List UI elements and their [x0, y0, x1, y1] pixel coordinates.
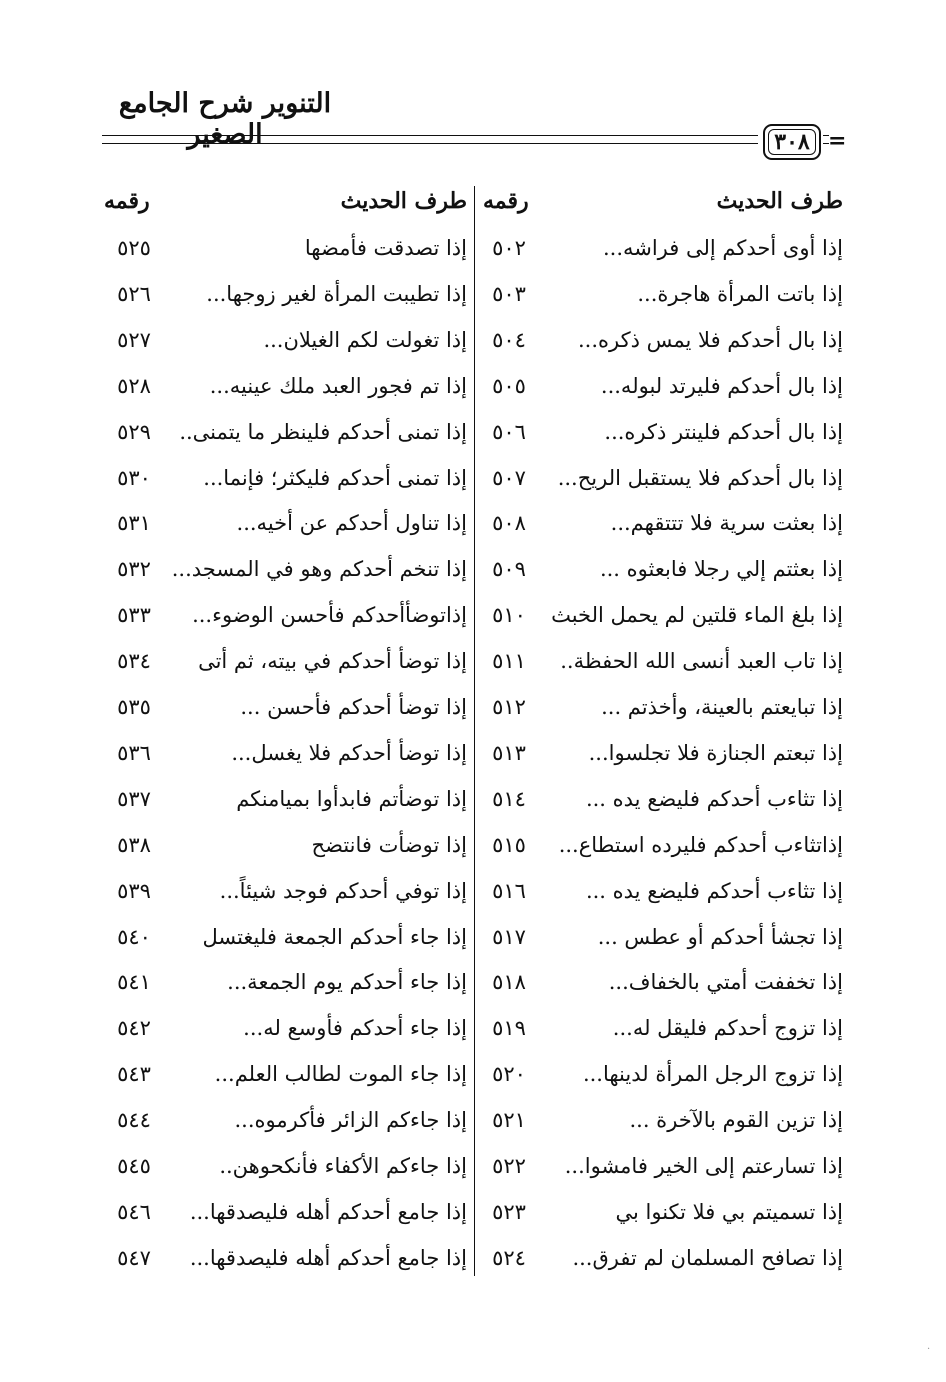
hadith-number-left: ٥٤٤ [117, 1108, 151, 1133]
hadith-number-right: ٥١٧ [492, 924, 526, 949]
hadith-number-left: ٥٣٠ [117, 465, 151, 490]
hadith-text-right: إذا تزوج أحدكم فليقل له... [612, 1016, 843, 1041]
table-row [0, 1243, 946, 1289]
column-head-right-text: طرف الحديث [716, 188, 843, 214]
hadith-number-right: ٥٠٩ [492, 557, 526, 582]
hadith-number-right: ٥١٠ [492, 603, 526, 628]
hadith-number-left: ٥٤٣ [117, 1062, 151, 1087]
hadith-text-left: إذا جاء أحدكم يوم الجمعة... [227, 970, 467, 995]
hadith-number-right: ٥٢٤ [492, 1245, 526, 1270]
table-row [0, 279, 946, 325]
hadith-text-left: إذا جامع أحدكم أهله فليصدقها... [189, 1245, 467, 1270]
hadith-text-right: إذا بعثتم إلي رجلا فابعثوه ... [599, 557, 843, 582]
hadith-number-left: ٥٣٢ [117, 557, 151, 582]
table-row [0, 967, 946, 1013]
hadith-number-right: ٥٠٨ [492, 511, 526, 536]
hadith-number-right: ٥١٩ [492, 1016, 526, 1041]
hadith-number-left: ٥٣٦ [117, 740, 151, 765]
page-number: ٣٠٨ [774, 129, 810, 155]
hadith-text-left: إذا تنخم أحدكم وهو في المسجد... [171, 557, 467, 582]
table-row [0, 417, 946, 463]
hadith-number-right: ٥١٥ [492, 832, 526, 857]
hadith-text-right: إذا تصافح المسلمان لم تفرق... [572, 1245, 843, 1270]
hadith-number-right: ٥١٤ [492, 786, 526, 811]
hadith-number-left: ٥٢٧ [117, 327, 151, 352]
hadith-text-right: إذا بال أحدكم فلا يمس ذكره... [577, 327, 843, 352]
hadith-text-right: إذا تسميتم بي فلا تكنوا بي [615, 1199, 843, 1224]
column-head-right-number: رقمه [483, 188, 529, 214]
hadith-number-left: ٥٤١ [117, 970, 151, 995]
hadith-text-left: إذا تمنى أحدكم فليكثر؛ فإنما... [203, 465, 467, 490]
hadith-text-left: إذا تطيبت المرأة لغير زوجها... [206, 281, 467, 306]
hadith-text-right: إذا بلغ الماء قلتين لم يحمل الخبث [551, 603, 843, 628]
hadith-number-right: ٥٠٧ [492, 465, 526, 490]
hadith-text-left: إذا توضأ أحدكم في بيته، ثم أتى [198, 649, 467, 674]
hadith-number-left: ٥٢٩ [117, 419, 151, 444]
hadith-number-right: ٥٠٣ [492, 281, 526, 306]
page-edge-mark: · [927, 1344, 931, 1355]
hadith-number-left: ٥٣٣ [117, 603, 151, 628]
hadith-number-right: ٥١٨ [492, 970, 526, 995]
hadith-text-left: إذا توضأ أحدكم فأحسن ... [240, 695, 467, 719]
table-row [0, 830, 946, 876]
hadith-text-left: إذا جامع أحدكم أهله فليصدقها... [189, 1199, 467, 1224]
hadith-number-left: ٥٤٦ [117, 1199, 151, 1224]
hadith-text-left: إذا جاء الموت لطالب العلم... [214, 1062, 467, 1087]
table-row [0, 233, 946, 279]
table-row [0, 371, 946, 417]
hadith-number-left: ٥٢٥ [117, 236, 151, 260]
hadith-number-left: ٥٤٧ [117, 1245, 151, 1270]
hadith-number-left: ٥٣٩ [117, 878, 151, 903]
table-row [0, 1151, 946, 1197]
hadith-text-right: إذا باتت المرأة هاجرة... [637, 281, 843, 306]
table-row [0, 1059, 946, 1105]
hadith-number-right: ٥٠٢ [492, 236, 526, 260]
hadith-text-left: إذا تناول أحدكم عن أخيه... [236, 511, 467, 536]
table-row [0, 738, 946, 784]
hadith-number-right: ٥١١ [492, 649, 526, 674]
hadith-text-left: إذا توفي أحدكم فوجد شيئاً... [219, 878, 467, 903]
hadith-number-right: ٥٠٤ [492, 327, 526, 352]
hadith-text-right: إذا تزوج الرجل المرأة لدينها... [582, 1062, 843, 1087]
table-row [0, 463, 946, 509]
book-title: التنوير شرح الجامع الصغير [118, 88, 332, 150]
hadith-text-right: إذا تزين القوم بالآخرة ... [629, 1108, 843, 1133]
table-row [0, 1105, 946, 1151]
hadith-text-right: إذا تبايعتم بالعينة، وأخذتم ... [601, 695, 843, 719]
hadith-text-left: إذا توضأ أحدكم فلا يغسل... [231, 740, 467, 765]
hadith-text-right: إذا تثاءب أحدكم فليضع يده ... [585, 786, 843, 811]
hadith-text-left: إذا توضأت فانتضح [311, 832, 467, 857]
hadith-text-right: إذا بال أحدكم فليرتد لبوله... [600, 373, 843, 398]
hadith-number-right: ٥١٦ [492, 878, 526, 903]
hadith-text-left: إذا جاء أحدكم فأوسع له... [243, 1016, 467, 1041]
hadith-number-right: ٥٢٣ [492, 1199, 526, 1224]
table-row [0, 554, 946, 600]
hadith-number-left: ٥٤٠ [117, 924, 151, 949]
column-head-left-text: طرف الحديث [340, 188, 467, 214]
table-row [0, 922, 946, 968]
hadith-text-left: إذا جاء أحدكم الجمعة فليغتسل [202, 924, 467, 949]
hadith-text-right: إذا تبعتم الجنازة فلا تجلسوا... [588, 740, 843, 765]
table-row [0, 1013, 946, 1059]
hadith-text-right: إذا بعثت سرية فلا تتتقهم... [610, 511, 843, 536]
hadith-text-right: إذا بال أحدكم فلينتر ذكره... [604, 419, 843, 444]
hadith-number-left: ٥٤٥ [117, 1154, 151, 1178]
hadith-text-right: إذا تجشأ أحدكم أو عطس ... [597, 924, 843, 949]
hadith-number-left: ٥٣٤ [117, 649, 151, 674]
hadith-number-left: ٥٣٧ [117, 786, 151, 811]
hadith-number-left: ٥٣٨ [117, 832, 151, 857]
table-row [0, 646, 946, 692]
hadith-number-left: ٥٣١ [117, 511, 151, 536]
hadith-text-right: إذا تثاءب أحدكم فليضع يده ... [585, 878, 843, 903]
hadith-text-right: إذا أوى أحدكم إلى فراشه... [602, 236, 843, 260]
hadith-number-right: ٥٢١ [492, 1108, 526, 1133]
hadith-number-left: ٥٢٨ [117, 373, 151, 398]
page-number-box [763, 124, 821, 160]
hadith-text-right: إذا بال أحدكم فلا يستقبل الريح... [557, 465, 843, 490]
hadith-text-left: إذا تمنى أحدكم فلينظر ما يتمنى.. [179, 419, 467, 444]
table-row [0, 784, 946, 830]
hadith-text-left: إذا جاءكم الزائر فأكرموه... [234, 1108, 467, 1133]
hadith-number-right: ٥١٣ [492, 740, 526, 765]
hadith-text-left: إذا جاءكم الأكفاء فأنكحوهن.. [219, 1154, 467, 1178]
hadith-number-right: ٥٢٠ [492, 1062, 526, 1087]
hadith-text-left: إذا توضأتم فابدأوا بميامنكم [236, 786, 467, 811]
hadith-number-right: ٥١٢ [492, 695, 526, 719]
hadith-number-right: ٥٠٦ [492, 419, 526, 444]
hadith-number-left: ٥٤٢ [117, 1016, 151, 1041]
table-row [0, 600, 946, 646]
table-row [0, 876, 946, 922]
header-rule-top [102, 135, 758, 136]
hadith-number-right: ٥٢٢ [492, 1154, 526, 1178]
header-rule-bottom [102, 143, 758, 144]
hadith-text-left: إذا تغولت لكم الغيلان... [263, 327, 467, 352]
hadith-number-left: ٥٣٥ [117, 695, 151, 719]
table-row [0, 508, 946, 554]
hadith-number-left: ٥٢٦ [117, 281, 151, 306]
hadith-text-left: إذا تصدقت فأمضها [304, 236, 467, 260]
table-row [0, 325, 946, 371]
hadith-number-right: ٥٠٥ [492, 373, 526, 398]
column-head-left-number: رقمه [104, 188, 150, 214]
hadith-text-left: إذا تم فجور العبد ملك عينيه... [209, 373, 467, 398]
hadith-text-right: إذا تاب العبد أنسى الله الحفظة.. [560, 649, 843, 674]
hadith-text-right: إذا تخففت أمتي بالخفاف... [608, 970, 843, 995]
table-row [0, 692, 946, 738]
table-row [0, 1197, 946, 1243]
ornament-mark: = [828, 128, 847, 154]
hadith-text-right: إذا تسارعتم إلى الخير فامشوا... [564, 1154, 843, 1178]
hadith-text-right: إذاتثاءب أحدكم فليرده استطاع... [558, 832, 843, 857]
hadith-text-left: إذاتوضأأحدكم فأحسن الوضوء... [192, 603, 467, 628]
